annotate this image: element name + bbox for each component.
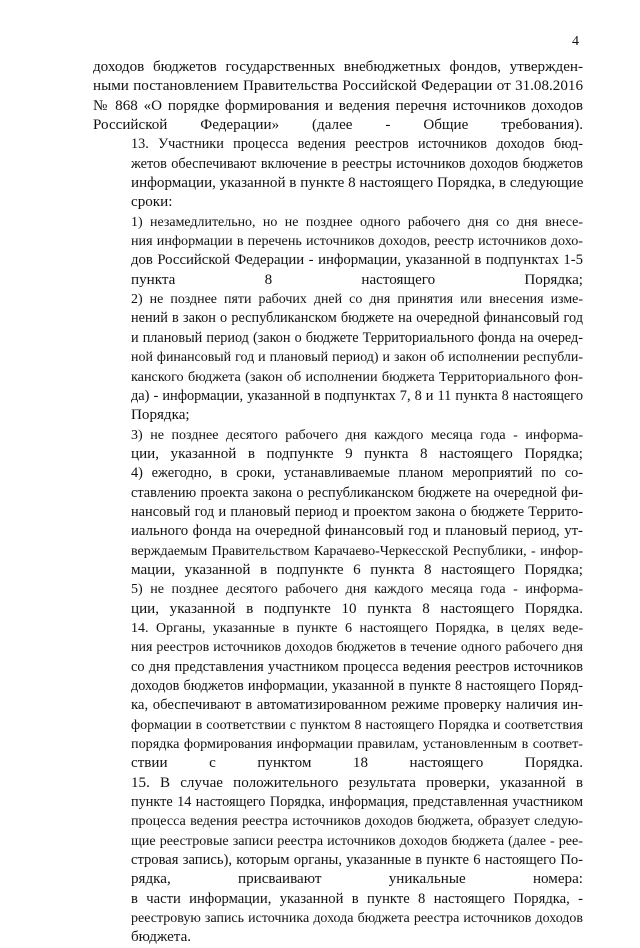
text-line: ными постановлением Правительства Российской Федерации от 31.08.2016 xyxy=(93,78,583,95)
paragraph-clause-15 xyxy=(93,774,583,890)
text-line: ния информации в перечень источников доходов, реестр источников дохо- xyxy=(131,233,583,250)
text-line: № 868 «О порядке формирования и ведения перечня источников доходов xyxy=(93,97,583,114)
paragraph-clause-13-5 xyxy=(93,580,583,619)
text-line: доходов бюджетов государственных внебюджетных фондов, утвержден- xyxy=(93,59,583,75)
text-line: формации в соответствии с пунктом 8 настоящего Порядка и соответствия xyxy=(131,716,583,733)
text-line: стровая запись), которым органы, указанные в пункте 6 настоящего По- xyxy=(131,852,583,869)
text-line: ставлению проекта закона о республиканском бюджете на очередной фи- xyxy=(131,484,583,501)
text-line: ка, обеспечивают в автоматизированном режиме проверку наличия ин- xyxy=(131,697,583,714)
text-line: пункте 14 настоящего Порядка, информация, представленная участником xyxy=(131,794,583,811)
text-line: 14. Органы, указанные в пункте 6 настоящего Порядка, в целях веде- xyxy=(131,620,583,636)
text-line: Порядка; xyxy=(131,407,190,424)
text-line: 13. Участники процесса ведения реестров источников доходов бюд- xyxy=(131,136,583,153)
text-line: канского бюджета (закон об исполнении бюджета Территориального фон- xyxy=(131,368,583,385)
text-line: бюджета. xyxy=(131,929,192,946)
text-line: доходов бюджетов информации, указанной в пункте 8 настоящего Поряд- xyxy=(131,678,583,694)
text-line: нансовый год и плановый период и проектом закона о бюджете Террито- xyxy=(131,503,583,520)
text-line: сроки: xyxy=(131,194,173,211)
text-line: жетов обеспечивают включение в реестры источников доходов бюджетов xyxy=(131,155,583,172)
text-line: Российской Федерации» (далее - Общие требования). xyxy=(93,117,583,134)
page-number: 4 xyxy=(572,34,579,49)
paragraph-clause-13-1 xyxy=(93,213,583,290)
text-line: со дня представления участником процесса ведения реестров источников xyxy=(131,658,583,675)
text-line: иального фонда на очередной финансовый год и плановый период, ут- xyxy=(131,523,583,540)
text-line: 15. В случае положительного результата проверки, указанной в xyxy=(131,774,583,791)
text-line: дов Российской Федерации - информации, указанной в подпунктах 1-5 xyxy=(131,252,583,269)
text-line: процесса ведения реестра источников доходов бюджета, образует следую- xyxy=(131,813,583,830)
text-line: порядка формирования информации правилам, установленным в соответ- xyxy=(131,736,583,753)
text-line: 1) незамедлительно, но не позднее одного рабочего дня со дня внесе- xyxy=(131,214,583,230)
paragraph-clause-13 xyxy=(93,135,583,212)
text-line: 2) не позднее пяти рабочих дней со дня принятия или внесения изме- xyxy=(131,292,583,308)
document-body xyxy=(93,58,583,948)
text-line: и плановый период (закон о бюджете Территориального фонда на очеред- xyxy=(131,329,583,346)
text-line: ствии с пунктом 18 настоящего Порядка. xyxy=(131,755,583,772)
text-line: 4) ежегодно, в сроки, устанавливаемые планом мероприятий по со- xyxy=(131,465,583,482)
paragraph-clause-13-4 xyxy=(93,464,583,580)
text-line: нений в закон о республиканском бюджете на очередной финансовый год xyxy=(131,310,583,327)
text-line: ции, указанной в подпункте 10 пункта 8 настоящего Порядка. xyxy=(131,600,583,617)
text-line: рядка, присваивают уникальные номера: xyxy=(131,871,583,888)
text-line: ции, указанной в подпункте 9 пункта 8 настоящего Порядка; xyxy=(131,445,583,462)
text-line: реестровую запись источника дохода бюджета реестра источников доходов xyxy=(131,911,583,927)
paragraph-clause-15-a xyxy=(93,890,583,948)
text-line: информации, указанной в пункте 8 настоящего Порядка, в следующие xyxy=(131,175,584,192)
paragraph-clause-13-2 xyxy=(93,290,583,425)
text-line: пункта 8 настоящего Порядка; xyxy=(131,271,583,288)
text-line: 3) не позднее десятого рабочего дня каждого месяца года - информа- xyxy=(131,426,583,443)
paragraph-clause-14 xyxy=(93,619,583,774)
text-line: щие реестровые записи реестра источников доходов бюджета (далее - рее- xyxy=(131,832,583,849)
text-line: верждаемым Правительством Карачаево-Черкесской Республики, - инфор- xyxy=(131,542,583,559)
text-line: мации, указанной в подпункте 6 пункта 8 настоящего Порядка; xyxy=(131,561,583,578)
text-line: да) - информации, указанной в подпунктах 7, 8 и 11 пункта 8 настоящего xyxy=(131,387,583,404)
text-line: ния реестров источников доходов бюджетов в течение одного рабочего дня xyxy=(131,640,583,656)
text-line: ной финансовый год и плановый период) и закон об исполнении республи- xyxy=(131,350,583,366)
paragraph-clause-13-3 xyxy=(93,426,583,465)
paragraph-intro xyxy=(93,58,583,135)
text-line: в части информации, указанной в пункте 8 настоящего Порядка, - xyxy=(131,890,583,907)
text-line: 5) не позднее десятого рабочего дня каждого месяца года - информа- xyxy=(131,581,583,598)
